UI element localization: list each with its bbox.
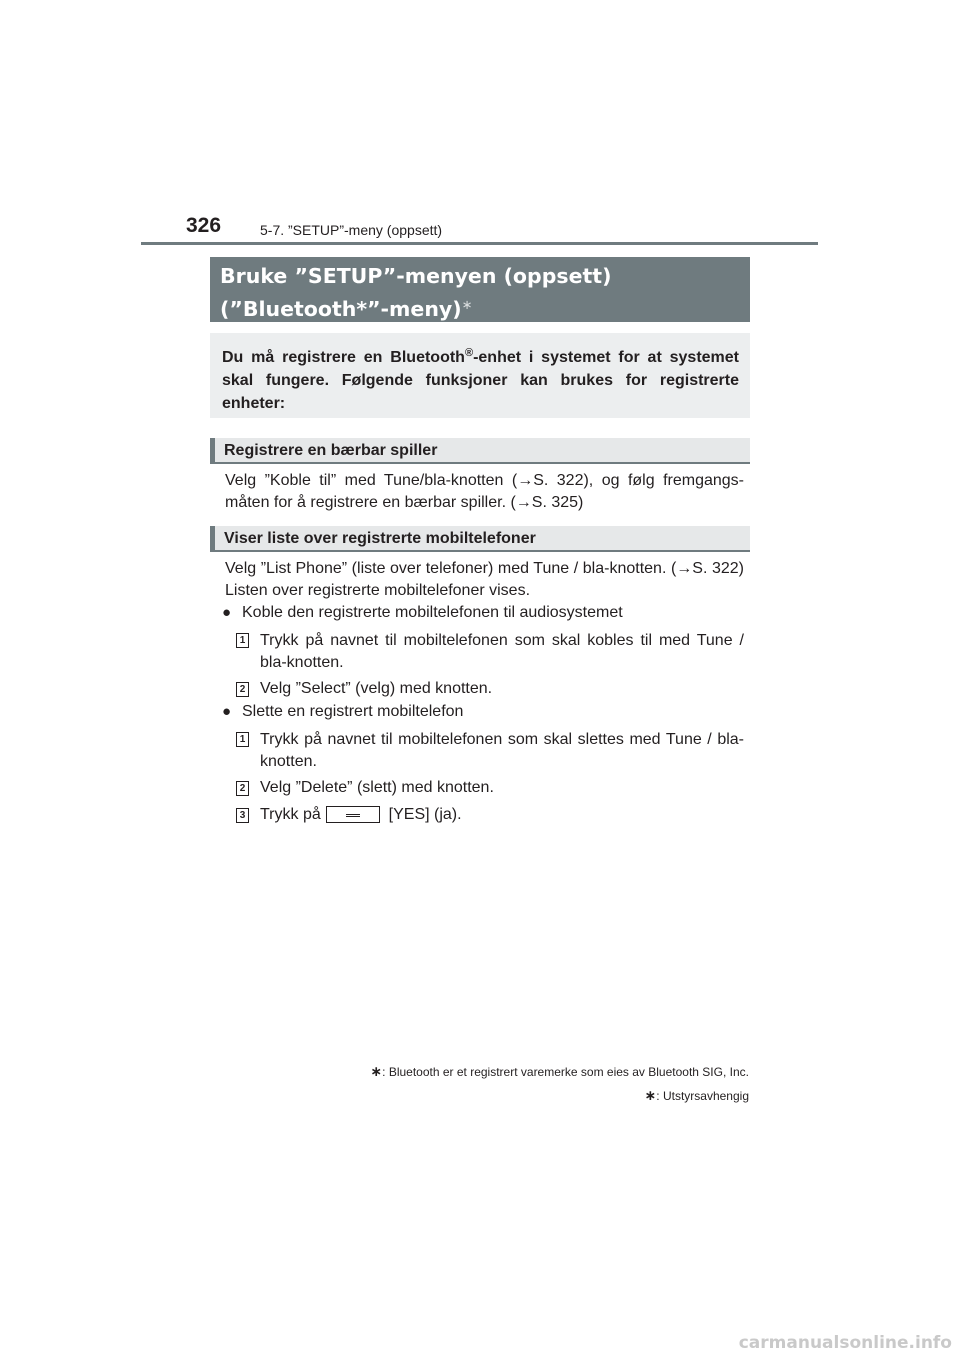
step-text: Trykk på navnet til mobiltelefonen som skal kobles til med Tune / bla-knotten. [260,632,744,671]
step-text: Trykk på navnet til mobiltelefonen som skal slettes med Tune / bla-knotten. [260,731,744,770]
page-title [210,257,750,322]
button-icon [326,806,380,823]
intro-text-start: Du må registrere en Bluetooth [222,349,465,366]
intro-text [222,342,739,415]
footnote-marker: ∗ [370,1063,383,1079]
footnote-bluetooth-trademark [370,1063,749,1080]
step-text-start: Trykk på [260,806,321,823]
step-text: Velg ”Delete” (slett) med knotten. [260,779,494,796]
watermark: carmanualsonline.info [738,1333,952,1353]
step-number: 3 [236,808,249,823]
header-divider [141,242,818,245]
page-number: 326 [186,214,222,237]
bullet-delete-phone [222,701,463,723]
footnote-equipment [645,1087,749,1104]
step-number: 1 [236,732,249,747]
footnote-text: : Bluetooth er et registrert varemerke som eies av Bluetooth SIG, Inc. [382,1065,749,1079]
bullet-icon: ● [222,703,232,720]
section-text-register-player: Velg ”Koble til” med Tune/bla-knotten (→S. 322), og følg fremgangs-måten for å registrere en bærbar spiller. (→S. 325) [225,472,744,511]
bullet-connect-phone [222,602,623,624]
step-number: 2 [236,682,249,697]
title-footnote-marker: ∗ [461,298,473,313]
step-text: Velg ”Select” (velg) med knotten. [260,680,493,697]
bullet-label: Slette en registrert mobiltelefon [242,703,464,720]
footnote-text: : Utstyrsavhengig [656,1089,749,1103]
step-text-end: [YES] (ja). [388,806,462,823]
step-number: 2 [236,781,249,796]
title-line-2-text: (”Bluetooth*”-meny) [220,297,462,321]
footnote-marker: ∗ [644,1087,657,1103]
intro-box [210,333,750,418]
section-text-phone-list: Velg ”List Phone” (liste over telefoner) med Tune / bla-knotten. (→S. 322) Listen over registrerte mobiltelefoner vises. [225,560,744,599]
intro-text-end: -enhet i systemet for at systemet skal fungere. Følgende funksjoner kan brukes for registrerte enheter: [222,349,740,412]
section-heading-phone-list: Viser liste over registrerte mobiltelefoner [210,526,750,552]
section-heading-register-player: Registrere en bærbar spiller [210,438,750,464]
step-number: 1 [236,633,249,648]
registered-mark: ® [464,347,474,359]
title-line-2 [220,291,738,324]
section-label: 5-7. ”SETUP”-meny (oppsett) [260,222,443,238]
step-text [260,804,744,826]
title-line-1: Bruke ”SETUP”-menyen (oppsett) [220,264,612,288]
bullet-icon: ● [222,604,232,621]
bullet-label: Koble den registrerte mobiltelefonen til audiosystemet [242,604,623,621]
